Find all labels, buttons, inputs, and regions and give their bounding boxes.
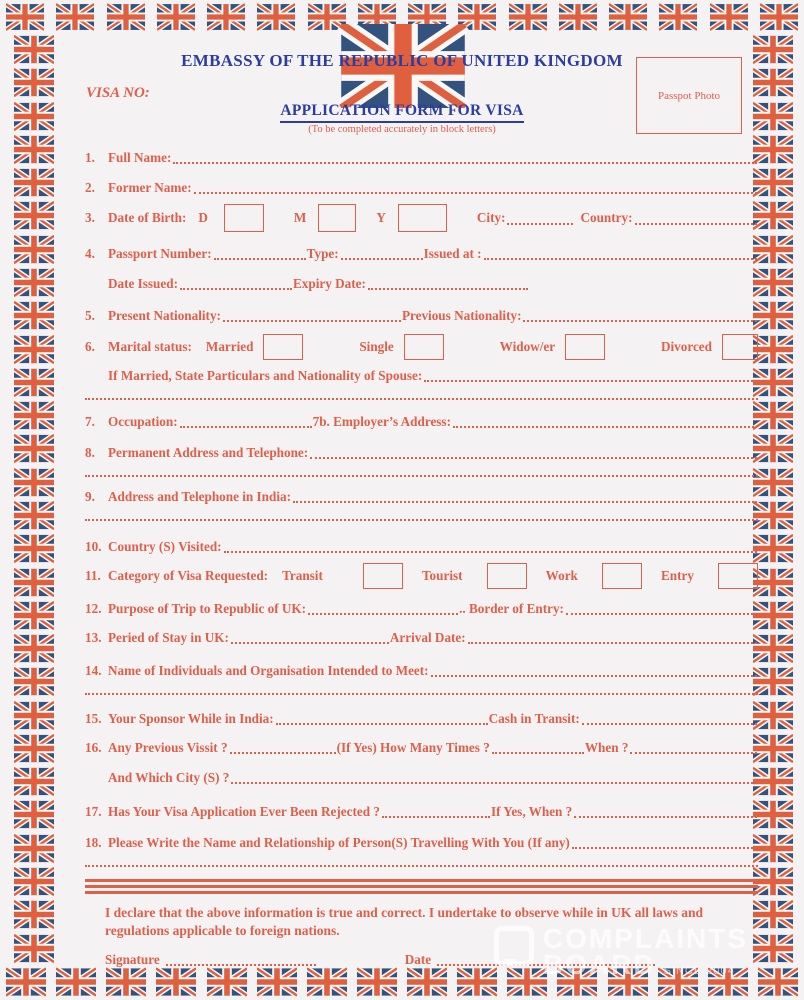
address-india-input-line[interactable]	[293, 501, 757, 503]
issued-at-label: Issued at :	[423, 246, 482, 261]
union-jack-flag-icon	[753, 533, 793, 564]
countries-visited-input-line[interactable]	[224, 551, 757, 553]
travelling-with-input-line[interactable]	[572, 847, 757, 849]
single-label: Single	[359, 339, 394, 354]
field-number: 16.	[85, 740, 102, 755]
union-jack-flag-icon	[14, 200, 54, 231]
field-address-india	[85, 489, 758, 505]
union-jack-flag-icon	[753, 300, 793, 331]
union-jack-flag-icon	[14, 600, 54, 631]
union-jack-flag-icon	[106, 967, 146, 997]
which-city-input-line[interactable]	[231, 782, 757, 784]
full-name-label: Full Name:	[108, 150, 172, 165]
passport-number-label: Passport Number:	[108, 246, 212, 261]
dob-month-label: M	[293, 210, 307, 225]
date-issued-input-line[interactable]	[180, 288, 292, 290]
watermark-tagline: SINCE 2004	[663, 965, 735, 977]
union-jack-flag-icon	[14, 234, 54, 265]
individuals-to-meet-input-line[interactable]	[431, 675, 757, 677]
form-title: APPLICATION FORM FOR VISA	[280, 102, 523, 123]
marital-options	[206, 334, 758, 360]
section-divider	[85, 879, 758, 894]
union-jack-flag-icon	[157, 3, 195, 31]
field-nationality	[85, 308, 758, 324]
arrival-date-label: Arrival Date:	[389, 630, 466, 645]
union-jack-flag-icon	[753, 234, 793, 265]
previous-nationality-input-line[interactable]	[523, 320, 757, 322]
embassy-title: EMBASSY OF THE REPUBLIC OF UNITED KINGDOM	[181, 51, 623, 70]
watermark-text	[542, 923, 748, 984]
field-stay-period	[85, 630, 758, 646]
tourist-checkbox[interactable]	[487, 563, 527, 589]
how-many-times-input-line[interactable]	[492, 752, 584, 754]
individuals-to-meet-input-line-2[interactable]	[85, 681, 758, 695]
union-jack-flag-icon	[407, 967, 447, 997]
union-jack-flag-icon	[14, 533, 54, 564]
field-number: 8.	[85, 445, 95, 460]
union-jack-flag-icon	[753, 799, 793, 830]
union-jack-flag-icon	[609, 3, 647, 31]
union-jack-flag-icon	[14, 633, 54, 664]
occupation-label: Occupation:	[108, 414, 178, 429]
rejected-when-input-line[interactable]	[574, 816, 757, 818]
permanent-address-input-line[interactable]	[310, 457, 757, 459]
tourist-label: Tourist	[421, 568, 463, 583]
union-jack-flag-icon	[14, 567, 54, 598]
union-jack-flag-icon	[14, 933, 54, 964]
field-countries-visited	[85, 539, 758, 555]
union-jack-flag-icon	[753, 700, 793, 731]
complaintsboard-watermark	[494, 923, 748, 984]
permanent-address-input-line-2[interactable]	[85, 463, 758, 477]
full-name-input-line[interactable]	[173, 162, 757, 164]
union-jack-flag-icon	[14, 733, 54, 764]
dob-year-box[interactable]	[398, 204, 447, 232]
union-jack-flag-icon	[14, 300, 54, 331]
field-visa-rejected	[85, 804, 758, 820]
field-number: 1.	[85, 150, 95, 165]
union-jack-flag-icon	[14, 766, 54, 797]
date-issued-label: Date Issued:	[108, 276, 178, 291]
dob-month-box[interactable]	[318, 204, 356, 232]
field-number: 15.	[85, 711, 102, 726]
permanent-address-label: Permanent Address and Telephone:	[108, 445, 309, 460]
expiry-date-input-line[interactable]	[368, 288, 528, 290]
trip-purpose-input-line[interactable]	[308, 613, 458, 615]
field-number: 12.	[85, 601, 102, 616]
country-label: Country:	[580, 210, 633, 225]
field-passport-dates	[85, 276, 758, 292]
passport-type-input-line[interactable]	[341, 258, 423, 260]
union-jack-flag-icon	[14, 666, 54, 697]
field-number: 2.	[85, 180, 95, 195]
field-number: 13.	[85, 630, 102, 645]
union-jack-flag-icon	[14, 833, 54, 864]
dob-day-box[interactable]	[224, 204, 264, 232]
dob-year-label: Y	[376, 210, 386, 225]
how-many-times-label: (If Yes) How Many Times ?	[336, 740, 490, 755]
union-jack-flag-icon	[457, 967, 497, 997]
present-nationality-input-line[interactable]	[223, 320, 401, 322]
border-entry-input-line[interactable]	[566, 613, 757, 615]
work-label: Work	[545, 568, 578, 583]
union-jack-flag-icon	[6, 3, 44, 31]
union-jack-flag-icon	[56, 967, 96, 997]
union-jack-flag-icon	[257, 967, 297, 997]
transit-label: Transit	[282, 568, 323, 583]
union-jack-flag-icon	[753, 933, 793, 964]
arrival-date-input-line[interactable]	[468, 642, 757, 644]
visa-rejected-label: Has Your Visa Application Ever Been Rejected ?	[108, 804, 380, 819]
flag-border-left	[14, 34, 54, 964]
field-number: 6.	[85, 339, 95, 354]
union-jack-flag-icon	[760, 3, 798, 31]
union-jack-flag-icon	[753, 400, 793, 431]
when-label: When ?	[584, 740, 629, 755]
union-jack-flag-icon	[758, 967, 798, 997]
union-jack-flag-icon	[753, 766, 793, 797]
union-jack-flag-icon	[753, 467, 793, 498]
sponsor-label: Your Sponsor While in India:	[108, 711, 274, 726]
union-jack-flag-icon	[753, 67, 793, 98]
previous-visit-label: Any Previous Vissit ?	[108, 740, 228, 755]
union-jack-flag-icon	[14, 134, 54, 165]
union-jack-flag-icon	[753, 200, 793, 231]
field-number: 9.	[85, 489, 95, 504]
union-jack-flag-icon	[14, 400, 54, 431]
union-jack-flag-icon	[659, 3, 697, 31]
speech-bubble-icon	[494, 926, 534, 966]
union-jack-flag-icon	[710, 3, 748, 31]
field-former-name	[85, 180, 758, 196]
spouse-input-line-2[interactable]	[85, 386, 758, 400]
union-jack-flag-icon	[14, 267, 54, 298]
union-jack-flag-icon	[357, 967, 397, 997]
field-passport	[85, 246, 758, 262]
rejected-when-label: If Yes, When ?	[490, 804, 573, 819]
sponsor-input-line[interactable]	[276, 723, 488, 725]
union-jack-flag-icon	[753, 733, 793, 764]
divorced-checkbox[interactable]	[722, 334, 758, 360]
visa-category-label: Category of Visa Requested:	[108, 568, 269, 583]
field-individuals-to-meet	[85, 663, 758, 679]
address-india-label: Address and Telephone in India:	[108, 489, 291, 504]
field-trip-purpose	[85, 601, 758, 617]
widower-checkbox[interactable]	[565, 334, 605, 360]
which-city-label: And Which City (S) ?	[108, 770, 230, 785]
entry-label: Entry	[661, 568, 694, 583]
work-checkbox[interactable]	[602, 563, 642, 589]
issued-at-input-line[interactable]	[484, 258, 757, 260]
union-jack-flag-icon	[14, 899, 54, 930]
form-subtitle: (To be completed accurately in block letters)	[308, 124, 496, 135]
field-visa-category	[85, 563, 758, 589]
widower-label: Widow/er	[499, 339, 556, 354]
field-number: 5.	[85, 308, 95, 323]
cash-in-transit-label: Cash in Transit:	[488, 711, 580, 726]
union-jack-flag-icon	[753, 600, 793, 631]
signature-label: Signature	[105, 952, 160, 967]
visa-rejected-input-line[interactable]	[382, 816, 490, 818]
field-number: 10.	[85, 539, 102, 554]
union-jack-flag-icon	[6, 967, 46, 997]
field-number: 18.	[85, 835, 102, 850]
form-body	[85, 150, 758, 968]
field-number: 4.	[85, 246, 95, 261]
travelling-with-input-line-2[interactable]	[85, 853, 758, 867]
union-jack-flag-icon	[753, 666, 793, 697]
visa-no-label: VISA NO:	[86, 85, 150, 101]
declaration-text: I declare that the above information is true and correct. I undertake to observe while in UK all laws and regulations applicable to foreign nations.	[105, 905, 703, 938]
watermark-line1: COMPLAINTS	[542, 923, 748, 954]
expiry-date-label: Expiry Date:	[292, 276, 366, 291]
marital-status-label: Marital status:	[108, 339, 192, 354]
field-number: 14.	[85, 663, 102, 678]
union-jack-flag-icon	[753, 899, 793, 930]
union-jack-flag-icon	[753, 134, 793, 165]
union-jack-flag-icon	[14, 500, 54, 531]
employer-address-label: 7b. Employer’s Address:	[312, 414, 451, 429]
union-jack-flag-icon	[753, 866, 793, 897]
union-jack-flag-icon	[156, 967, 196, 997]
field-spouse	[85, 368, 758, 384]
union-jack-flag-icon	[14, 67, 54, 98]
union-jack-flag-icon	[257, 3, 295, 31]
married-checkbox[interactable]	[263, 334, 303, 360]
union-jack-flag-icon	[14, 700, 54, 731]
union-jack-flag-icon	[509, 3, 547, 31]
transit-checkbox[interactable]	[363, 563, 403, 589]
field-travelling-with	[85, 835, 758, 851]
watermark-line2: BOARD	[542, 949, 656, 980]
union-jack-flag-icon	[107, 3, 145, 31]
entry-checkbox[interactable]	[718, 563, 758, 589]
union-jack-flag-icon	[207, 967, 247, 997]
divorced-label: Divorced	[660, 339, 712, 354]
field-occupation	[85, 414, 758, 430]
field-permanent-address	[85, 445, 758, 461]
field-number: 17.	[85, 804, 102, 819]
stay-period-input-line[interactable]	[231, 642, 389, 644]
field-which-city	[85, 770, 758, 786]
union-jack-flag-icon	[14, 167, 54, 198]
visa-category-options	[282, 563, 758, 589]
cash-in-transit-input-line[interactable]	[582, 723, 757, 725]
union-jack-flag-icon	[753, 633, 793, 664]
field-full-name	[85, 150, 758, 166]
employer-address-input-line[interactable]	[453, 426, 757, 428]
field-date-of-birth	[85, 204, 758, 232]
individuals-to-meet-label: Name of Individuals and Organisation Intended to Meet:	[108, 663, 429, 678]
when-input-line[interactable]	[630, 752, 757, 754]
union-jack-flag-icon	[14, 467, 54, 498]
union-jack-flag-icon	[14, 433, 54, 464]
field-sponsor	[85, 711, 758, 727]
travelling-with-label: Please Write the Name and Relationship of Person(S) Travelling With You (If any)	[108, 835, 570, 850]
address-india-input-line-2[interactable]	[85, 507, 758, 521]
spouse-input-line[interactable]	[424, 380, 757, 382]
present-nationality-label: Present Nationality:	[108, 308, 221, 323]
union-jack-flag-icon	[753, 833, 793, 864]
passport-type-label: Type:	[306, 246, 339, 261]
union-jack-flag-icon	[753, 433, 793, 464]
stay-period-label: Peried of Stay in UK:	[108, 630, 229, 645]
union-jack-flag-icon	[753, 267, 793, 298]
union-jack-flag-icon	[753, 500, 793, 531]
spouse-label: If Married, State Particulars and Nationality of Spouse:	[108, 368, 423, 383]
union-jack-flag-icon	[14, 799, 54, 830]
dob-day-label: D	[198, 210, 208, 225]
former-name-label: Former Name:	[108, 180, 192, 195]
union-jack-flag-icon	[753, 167, 793, 198]
city-label: City:	[476, 210, 506, 225]
field-number: 3.	[85, 210, 95, 225]
date-label: Date	[404, 952, 432, 967]
union-jack-flag-icon	[14, 866, 54, 897]
union-jack-flag-icon	[753, 367, 793, 398]
country-input-line[interactable]	[635, 223, 758, 225]
union-jack-flag-icon	[14, 367, 54, 398]
border-entry-label: .. Border of Entry:	[459, 601, 564, 616]
union-jack-flag-icon	[56, 3, 94, 31]
previous-nationality-label: Previous Nationality:	[401, 308, 522, 323]
union-jack-flag-icon	[559, 3, 597, 31]
flag-border-right	[753, 34, 793, 964]
countries-visited-label: Country (S) Visited:	[108, 539, 222, 554]
field-number: 11.	[85, 568, 101, 583]
field-previous-visit	[85, 740, 758, 756]
union-jack-flag-icon	[207, 3, 245, 31]
passport-photo-box[interactable]	[636, 57, 742, 134]
union-jack-flag-icon	[307, 967, 347, 997]
union-jack-flag-icon	[753, 567, 793, 598]
former-name-input-line[interactable]	[194, 192, 757, 194]
occupation-input-line[interactable]	[180, 426, 312, 428]
city-input-line[interactable]	[507, 223, 573, 225]
passport-number-input-line[interactable]	[214, 258, 306, 260]
union-jack-flag-icon	[753, 334, 793, 365]
union-jack-flag-icon	[14, 334, 54, 365]
signature-input-line[interactable]	[166, 964, 316, 966]
married-label: Married	[205, 339, 254, 354]
single-checkbox[interactable]	[404, 334, 444, 360]
dob-label: Date of Birth:	[108, 210, 187, 225]
field-number: 7.	[85, 414, 95, 429]
field-marital-status	[85, 334, 758, 360]
passport-photo-label: Passpot Photo	[657, 89, 721, 102]
previous-visit-input-line[interactable]	[230, 752, 336, 754]
trip-purpose-label: Purpose of Trip to Republic of UK:	[108, 601, 307, 616]
